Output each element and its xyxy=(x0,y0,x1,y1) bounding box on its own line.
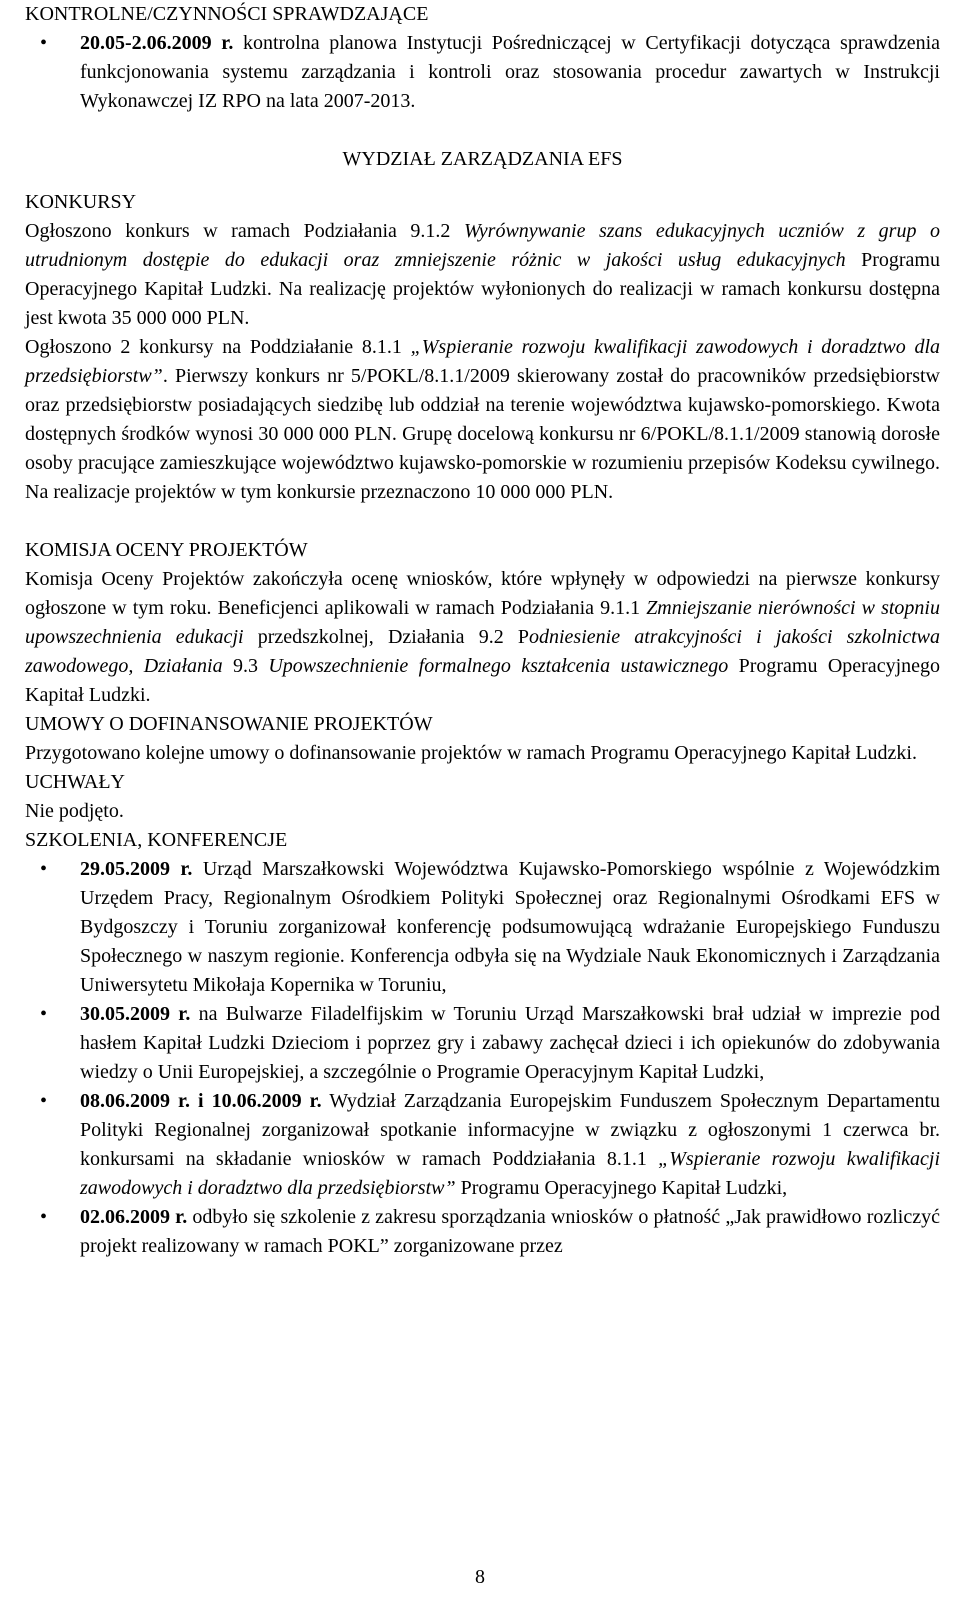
list-item xyxy=(25,1000,940,1087)
document-content xyxy=(25,0,940,1261)
section-heading-szkolenia: SZKOLENIA, KONFERENCJE xyxy=(25,829,288,851)
text-span: Programu Operacyjnego Kapitał Ludzki. Na realizację projektów wyłonionych do realizacji w ramach konkursu dostępna jest kwota 35 000 000 PLN. xyxy=(25,249,940,329)
section-heading-kontrolne: KONTROLNE/CZYNNOŚCI SPRAWDZAJĄCE xyxy=(25,3,429,25)
list-item xyxy=(25,29,940,116)
text-span: . Pierwszy konkurs nr 5/POKL/8.1.1/2009 skierowany został do pracowników przedsiębiorstw oraz przedsiębiorstw posiadających siedzibę lub oddział na terenie województwa kujawsko-pomorskiego. Kwota dostępnych środków wynosi 30 000 000 PLN. Grupę docelową konkursu nr 6/POKL/8.1.1/2009 stanowią dorosłe osoby pracujące zamieszkujące województwo kujawsko-pomorskie w rozumieniu przepisów Kodeksu cywilnego. Na realizacje projektów w tym konkursie przeznaczono 10 000 000 PLN. xyxy=(25,365,940,503)
section-heading-komisja: KOMISJA OCENY PROJEKTÓW xyxy=(25,539,308,561)
spacer xyxy=(25,507,940,536)
list-item xyxy=(25,1203,940,1261)
bullet-icon: • xyxy=(40,1003,48,1025)
italic-span: „Wspieranie rozwoju kwalifikacji zawodowych i doradztwo dla przedsiębiorstw” xyxy=(80,1148,941,1199)
department-title: WYDZIAŁ ZARZĄDZANIA EFS xyxy=(342,148,623,170)
konkursy-paragraph-1 xyxy=(25,217,940,333)
list-item xyxy=(25,855,940,1000)
item-date: 08.06.2009 r. i 10.06.2009 r. xyxy=(80,1090,322,1112)
section-heading-uchwaly: UCHWAŁY xyxy=(25,771,125,793)
item-text: Programu Operacyjnego Kapitał Ludzki, xyxy=(455,1177,788,1199)
text-span: Ogłoszono konkurs w ramach Podziałania 9.1.2 xyxy=(25,220,464,242)
text-span: 9.3 xyxy=(222,655,269,677)
item-text: Urząd Marszałkowski Województwa Kujawsko-Pomorskiego wspólnie z Wojewódzkim Urzędem Pracy, Regionalnym Ośrodkiem Polityki Społecznej oraz Regionalnymi Ośrodkami EFS w Bydgoszczy i Toruniu zorganizował konferencję podsumowującą wdrażanie Europejskiego Funduszu Społecznego w naszym regionie. Konferencja odbyła się na Wydziale Nauk Ekonomicznych i Zarządzania Uniwersytetu Mikołaja Kopernika w Toruniu, xyxy=(80,858,940,996)
italic-span: Wyrównywanie szans edukacyjnych uczniów z grup o utrudnionym dostępie do edukacji oraz zmniejszenie różnic w jakości usług edukacyjnych xyxy=(25,220,941,271)
item-date: 20.05-2.06.2009 r. xyxy=(80,32,234,54)
list-item xyxy=(25,1087,940,1203)
text-span: Programu Operacyjnego Kapitał Ludzki. xyxy=(25,655,940,706)
szkolenia-list xyxy=(25,855,940,1261)
italic-span: „Wspieranie rozwoju kwalifikacji zawodowych i doradztwo dla przedsiębiorstw” xyxy=(25,336,941,387)
komisja-paragraph xyxy=(25,565,940,710)
bullet-icon: • xyxy=(40,858,48,880)
item-date: 30.05.2009 r. xyxy=(80,1003,191,1025)
item-date: 02.06.2009 r. xyxy=(80,1206,188,1228)
bullet-icon: • xyxy=(40,32,48,54)
uchwaly-paragraph: Nie podjęto. xyxy=(25,800,124,822)
text-span: Ogłoszono 2 konkursy na Poddziałanie 8.1.1 xyxy=(25,336,411,358)
bullet-icon: • xyxy=(40,1206,48,1228)
bullet-icon: • xyxy=(40,1090,48,1112)
section-heading-umowy: UMOWY O DOFINANSOWANIE PROJEKTÓW xyxy=(25,713,433,735)
umowy-paragraph: Przygotowano kolejne umowy o dofinansowanie projektów w ramach Programu Operacyjnego Kapitał Ludzki. xyxy=(25,742,917,764)
item-text: odbyło się szkolenie z zakresu sporządzania wniosków o płatność „Jak prawidłowo rozliczyć projekt realizowany w ramach POKL” zorganizowane przez xyxy=(80,1206,940,1257)
text-span: Komisja Oceny Projektów zakończyła ocenę wniosków, które wpłynęły w odpowiedzi na pierwsze konkursy ogłoszone w tym roku. Beneficjenci aplikowali w ramach Podziałania 9.1.1 xyxy=(25,568,940,619)
item-text: na Bulwarze Filadelfijskim w Toruniu Urząd Marszałkowski brał udział w imprezie pod hasłem Kapitał Ludzki Dzieciom i poprzez gry i zabawy zachęcał dzieci i ich opiekunów do zdobywania wiedzy o Unii Europejskiej, a szczególnie o Programie Operacyjnym Kapitał Ludzki, xyxy=(80,1003,940,1083)
item-date: 29.05.2009 r. xyxy=(80,858,193,880)
item-text: Wydział Zarządzania Europejskim Funduszem Społecznym Departamentu Polityki Regionalnej zorganizował spotkanie informacyjne w związku z ogłoszonymi 1 czerwca br. konkursami na składanie wniosków w ramach Poddziałania 8.1.1 xyxy=(80,1090,941,1170)
text-span: przedszkolnej, Działania 9.2 P xyxy=(243,626,529,648)
italic-span: odniesienie atrakcyjności i jakości szkolnictwa zawodowego, Działania xyxy=(25,626,940,677)
italic-span: Upowszechnienie formalnego kształcenia ustawicznego xyxy=(268,655,729,677)
kontrolne-list xyxy=(25,29,940,116)
item-text: kontrolna planowa Instytucji Pośredniczącej w Certyfikacji dotycząca sprawdzenia funkcjonowania systemu zarządzania i kontroli oraz stosowania procedur zawartych w Instrukcji Wykonawczej IZ RPO na lata 2007-2013. xyxy=(80,32,941,112)
konkursy-paragraph-2 xyxy=(25,333,940,507)
page-number: 8 xyxy=(475,1566,485,1588)
section-heading-konkursy: KONKURSY xyxy=(25,191,137,213)
italic-span: Zmniejszanie nierówności w stopniu upowszechnienia edukacji xyxy=(25,597,940,648)
